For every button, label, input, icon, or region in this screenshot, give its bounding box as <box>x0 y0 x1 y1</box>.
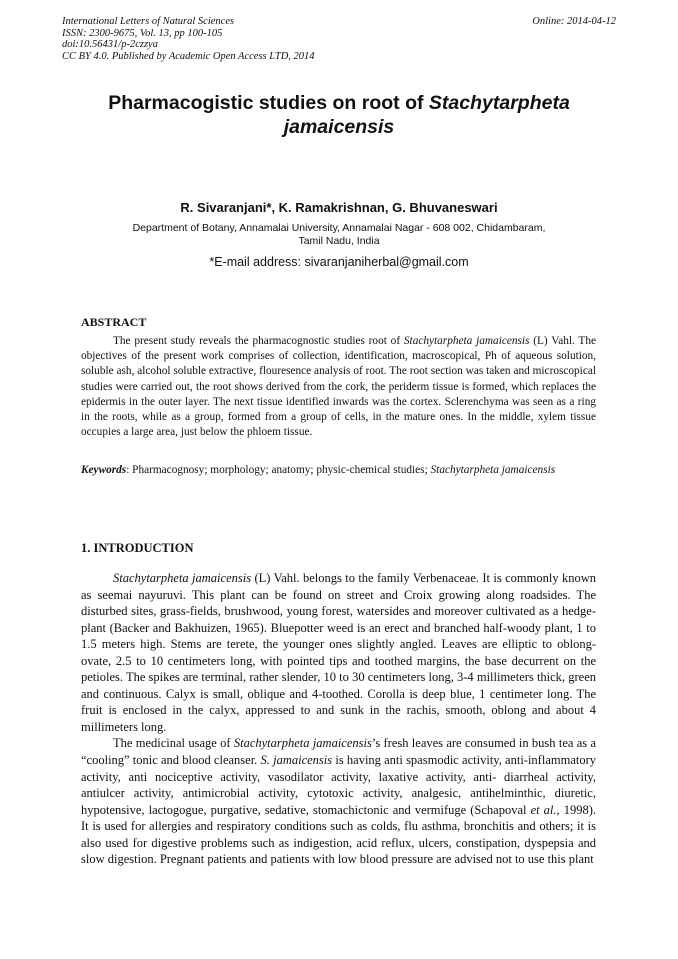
keywords <box>81 463 596 478</box>
keywords-species: Stachytarpheta jamaicensis <box>430 464 556 476</box>
affiliation <box>95 222 583 248</box>
online-date: Online: 2014-04-12 <box>532 16 616 27</box>
abstract-heading: ABSTRACT <box>81 315 147 329</box>
paper-title <box>70 91 608 139</box>
title-prefix: Pharmacogistic studies on root of <box>108 92 429 114</box>
intro-paragraph-1: Stachytarpheta jamaicensis (L) Vahl. belongs to the family Verbenaceae. It is commonly known as seemai nayuruvi. This plant can be found on street and Croix growing along roadsides. The disturbed sites, grass-fields, brushwood, young forest, watersides and moreover cultivated as a hedge-plant (Backer and Bakhuizen, 1965). Bluepotter weed is an erect and branched half-woody plant, 1 to 1.5 meters high. Stems are terete, the younger ones slightly angled. Leaves are elliptic to oblong-ovate, 2.5 to 10 centimeters long, with pointed tips and toothed margins, the base decurrent on the petioles. The spikes are terminal, rather slender, 10 to 30 centimeters long, 3-4 millimeters thick, green and continuous. Calyx is small, oblique and 4-toothed. Corolla is deep blue, 1 centimeter long. The fruit is enclosed in the calyx, appressed to and sunk in the rachis, smooth, oblong and about 4 millimeters long. <box>81 571 596 734</box>
doi-line: doi:10.56431/p-2czzya <box>62 39 158 50</box>
abstract-species: Stachytarpheta jamaicensis <box>403 335 530 347</box>
license-line: CC BY 4.0. Published by Academic Open Access LTD, 2014 <box>62 50 315 62</box>
keywords-label: Keywords <box>81 464 127 476</box>
intro-paragraph-2: The medicinal usage of Stachytarpheta jamaicensis’s fresh leaves are consumed in bush tea as a “cooling” tonic and blood cleanser. S. jamaicensis is having anti spasmodic activity, anti-inflammatory activity, anti nociceptive activity, vasodilator activity, laxative activity, anti- diarrheal activity, antiulcer activity, antimicrobial activity, cytotoxic activity, analgesic, antihelminthic, diuretic, hypotensive, lactogogue, purgative, sedative, stomachictonic and vermifuge (Schapoval et al., 1998). It is used for allergies and respiratory conditions such as colds, flu asthma, bronchitis and others; it is also used for digestive problems such as indigestion, acid reflux, ulcers, constipation, dyspepsia and slow digestion. Pregnant patients and patients with low blood pressure are advised not to use this plant <box>81 736 597 867</box>
keywords-list: : Pharmacognosy; morphology; anatomy; physic-chemical studies; <box>126 464 431 476</box>
corresponding-email: *E-mail address: sivaranjaniherbal@gmail.com <box>209 255 469 269</box>
journal-name: International Letters of Natural Sciences <box>62 16 235 27</box>
abstract-text: The present study reveals the pharmacognostic studies root of Stachytarpheta jamaicensis (L) Vahl. The objectives of the present work comprises of collection, identification, macroscopical, Ph of aqueous solution, soluble ash, alcohol soluble extractive, flouresence analysis of root. The root section was taken and microscopical studies were carried out, the root shows derived from the cork, the periderm tissue is formed, which replaces the epidermis in the outer layer. The next tissue identified inwards was the cortex. Sclerenchyma was seen as a ring in the roots, while as a group, formed from a group of cells, in the mature ones. In the middle, xylem tissue occupies a large area, just below the phloem tissue. <box>81 335 596 439</box>
introduction-body <box>81 570 596 868</box>
introduction-heading: 1. INTRODUCTION <box>81 541 194 555</box>
author-list: R. Sivaranjani*, K. Ramakrishnan, G. Bhuvaneswari <box>180 200 498 215</box>
affiliation-line-1: Department of Botany, Annamalai University, Annamalai Nagar - 608 002, Chidambaram, <box>132 222 546 234</box>
running-header <box>62 16 616 62</box>
affiliation-line-2: Tamil Nadu, India <box>298 235 380 247</box>
issn-line: ISSN: 2300-9675, Vol. 13, pp 100-105 <box>62 27 223 39</box>
title-species: Stachytarpheta jamaicensis <box>283 92 570 138</box>
